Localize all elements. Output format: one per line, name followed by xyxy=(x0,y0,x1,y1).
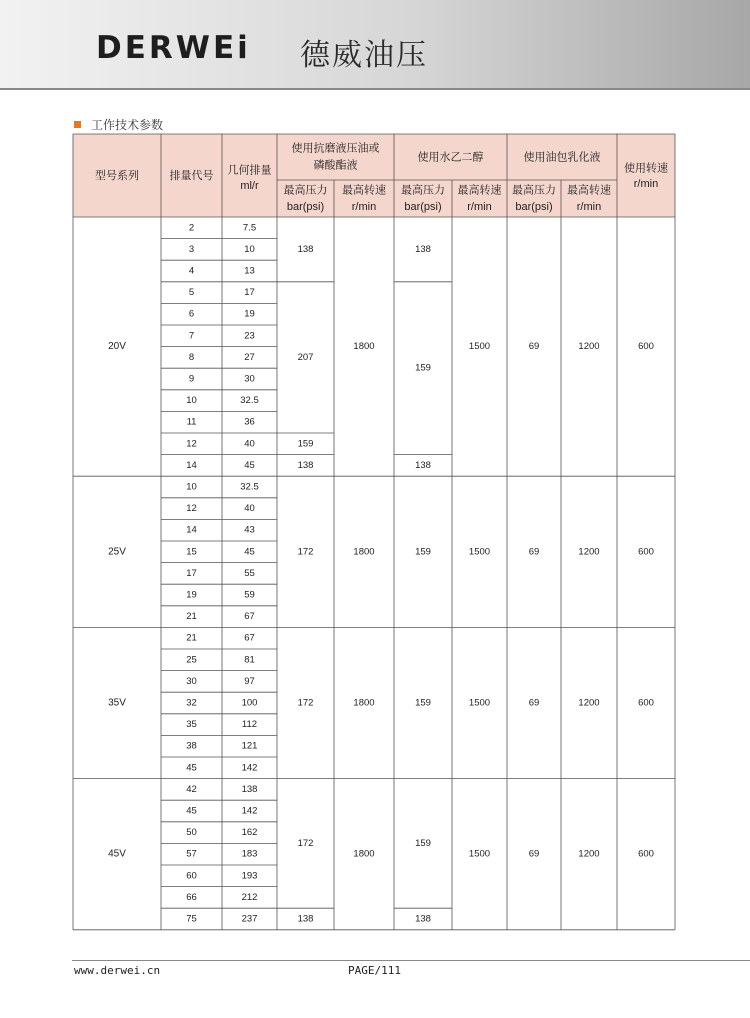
displacement-value-cell: 142 xyxy=(241,762,258,774)
header-operating-speed-unit: r/min xyxy=(633,178,659,190)
displacement-code-cell: 30 xyxy=(186,675,197,687)
header-speed-unit: r/min xyxy=(576,201,602,213)
max-speed-cell: 1200 xyxy=(578,341,600,353)
header-group-antiwear: 使用抗磨液压油或 xyxy=(291,141,380,155)
displacement-value-cell: 45 xyxy=(244,459,255,471)
max-pressure-cell: 159 xyxy=(415,697,431,709)
max-speed-cell: 1200 xyxy=(578,697,600,709)
displacement-code-cell: 5 xyxy=(188,287,195,299)
max-pressure-cell: 172 xyxy=(297,837,314,849)
series-name: 20V xyxy=(108,341,126,353)
displacement-value-cell: 67 xyxy=(244,632,255,644)
displacement-code-cell: 14 xyxy=(186,459,197,471)
displacement-value-cell: 121 xyxy=(241,740,258,752)
displacement-code-cell: 14 xyxy=(186,524,197,536)
header-model-series: 型号系列 xyxy=(95,169,139,182)
brand-chinese-name: 德威油压 xyxy=(300,38,428,73)
displacement-code-cell: 66 xyxy=(186,891,197,903)
header-pressure-unit: bar(psi) xyxy=(404,201,442,213)
footer-page-number: PAGE/111 xyxy=(348,964,401,977)
max-pressure-cell: 172 xyxy=(297,697,314,709)
max-pressure-cell: 159 xyxy=(415,546,431,558)
displacement-value-cell: 59 xyxy=(244,589,255,601)
max-speed-cell: 1800 xyxy=(353,697,375,709)
header-pressure-unit: bar(psi) xyxy=(286,201,325,213)
series-name: 25V xyxy=(108,546,126,558)
header-max-pressure: 最高压力 xyxy=(283,183,328,197)
header-speed-unit: r/min xyxy=(467,201,492,213)
max-pressure-cell: 138 xyxy=(297,243,314,255)
max-pressure-cell: 69 xyxy=(528,848,540,860)
displacement-value-cell: 55 xyxy=(244,567,255,579)
displacement-code-cell: 3 xyxy=(188,243,195,255)
displacement-code-cell: 38 xyxy=(186,740,197,752)
max-speed-cell: 1800 xyxy=(353,546,375,558)
displacement-code-cell: 45 xyxy=(186,762,197,774)
displacement-value-cell: 32.5 xyxy=(240,395,259,407)
displacement-code-cell: 9 xyxy=(188,373,195,385)
series-name: 45V xyxy=(108,848,126,860)
displacement-code-cell: 75 xyxy=(186,913,197,925)
displacement-value-cell: 30 xyxy=(244,373,255,385)
displacement-value-cell: 142 xyxy=(241,805,258,817)
max-speed-cell: 1200 xyxy=(578,546,600,558)
max-pressure-cell: 138 xyxy=(415,243,431,255)
displacement-code-cell: 11 xyxy=(186,416,197,428)
displacement-code-cell: 10 xyxy=(186,481,197,493)
displacement-code-cell: 21 xyxy=(186,611,197,623)
displacement-code-cell: 42 xyxy=(186,783,197,795)
operating-speed-cell: 600 xyxy=(638,848,654,860)
max-pressure-cell: 69 xyxy=(528,341,540,353)
displacement-value-cell: 10 xyxy=(244,243,255,255)
displacement-value-cell: 67 xyxy=(244,611,255,623)
displacement-value-cell: 27 xyxy=(244,351,255,363)
displacement-value-cell: 193 xyxy=(241,870,258,882)
series-name: 35V xyxy=(108,697,126,709)
displacement-value-cell: 237 xyxy=(241,913,258,925)
max-pressure-cell: 69 xyxy=(528,546,540,558)
displacement-value-cell: 40 xyxy=(244,438,255,450)
max-pressure-cell: 159 xyxy=(297,438,314,450)
footer-divider xyxy=(72,960,750,961)
max-speed-cell: 1800 xyxy=(353,341,375,353)
max-speed-cell: 1200 xyxy=(578,848,600,860)
displacement-code-cell: 10 xyxy=(186,395,197,407)
header-max-pressure: 最高压力 xyxy=(512,183,556,197)
displacement-code-cell: 4 xyxy=(188,265,195,277)
header-group-water-glycol: 使用水乙二醇 xyxy=(417,150,484,164)
header-speed-unit: r/min xyxy=(351,201,377,213)
displacement-value-cell: 32.5 xyxy=(240,481,259,493)
max-speed-cell: 1500 xyxy=(468,848,491,860)
displacement-value-cell: 43 xyxy=(244,524,255,536)
displacement-value-cell: 13 xyxy=(244,265,255,277)
displacement-code-cell: 12 xyxy=(186,503,197,515)
max-pressure-cell: 159 xyxy=(415,837,431,849)
max-pressure-cell: 138 xyxy=(415,913,431,925)
displacement-code-cell: 6 xyxy=(188,308,195,320)
displacement-code-cell: 19 xyxy=(186,589,197,601)
section-title: 工作技术参数 xyxy=(91,118,164,132)
displacement-code-cell: 8 xyxy=(188,351,195,363)
displacement-value-cell: 97 xyxy=(244,675,255,687)
displacement-code-cell: 25 xyxy=(186,654,197,666)
displacement-code-cell: 35 xyxy=(186,719,197,731)
displacement-code-cell: 15 xyxy=(186,546,197,558)
max-pressure-cell: 138 xyxy=(297,913,314,925)
header-displacement-code: 排量代号 xyxy=(169,169,214,182)
header-displacement-unit: ml/r xyxy=(240,180,259,192)
displacement-value-cell: 162 xyxy=(241,827,258,839)
displacement-code-cell: 57 xyxy=(186,848,197,860)
displacement-value-cell: 81 xyxy=(244,654,255,666)
operating-speed-cell: 600 xyxy=(638,546,654,558)
displacement-code-cell: 17 xyxy=(186,567,197,579)
header-operating-speed: 使用转速 xyxy=(624,161,668,175)
displacement-value-cell: 17 xyxy=(244,287,255,299)
max-pressure-cell: 138 xyxy=(297,459,314,471)
displacement-value-cell: 212 xyxy=(241,891,258,903)
header-group-antiwear-line2: 磷酸酯液 xyxy=(313,158,358,172)
displacement-value-cell: 36 xyxy=(244,416,255,428)
displacement-value-cell: 112 xyxy=(241,719,258,731)
header-max-pressure: 最高压力 xyxy=(401,183,445,197)
brand-logo: DERWEi xyxy=(96,30,251,66)
displacement-code-cell: 32 xyxy=(186,697,197,709)
max-speed-cell: 1500 xyxy=(468,697,491,709)
displacement-value-cell: 19 xyxy=(244,308,255,320)
max-speed-cell: 1500 xyxy=(468,341,491,353)
displacement-value-cell: 40 xyxy=(244,503,255,515)
displacement-code-cell: 12 xyxy=(186,438,197,450)
header-displacement: 几何排量 xyxy=(227,163,272,177)
header-group-emulsion: 使用油包乳化液 xyxy=(523,150,601,164)
displacement-code-cell: 2 xyxy=(188,222,195,234)
displacement-code-cell: 60 xyxy=(186,870,197,882)
header-pressure-unit: bar(psi) xyxy=(515,201,553,213)
max-pressure-cell: 207 xyxy=(297,351,314,363)
displacement-value-cell: 45 xyxy=(244,546,255,558)
displacement-value-cell: 23 xyxy=(244,330,255,342)
max-speed-cell: 1500 xyxy=(468,546,491,558)
max-pressure-cell: 172 xyxy=(297,546,314,558)
max-pressure-cell: 159 xyxy=(415,362,431,374)
header-max-speed: 最高转速 xyxy=(567,183,611,197)
displacement-code-cell: 45 xyxy=(186,805,197,817)
displacement-code-cell: 21 xyxy=(186,632,197,644)
displacement-code-cell: 7 xyxy=(188,330,195,342)
footer-url: www.derwei.cn xyxy=(74,964,161,977)
displacement-value-cell: 183 xyxy=(241,848,258,860)
max-pressure-cell: 69 xyxy=(528,697,540,709)
displacement-value-cell: 100 xyxy=(241,697,258,709)
displacement-value-cell: 7.5 xyxy=(242,222,257,234)
displacement-value-cell: 138 xyxy=(241,783,258,795)
displacement-code-cell: 50 xyxy=(186,827,197,839)
max-pressure-cell: 138 xyxy=(415,459,431,471)
header-max-speed: 最高转速 xyxy=(457,183,502,197)
operating-speed-cell: 600 xyxy=(638,697,654,709)
header-max-speed: 最高转速 xyxy=(342,183,386,197)
operating-speed-cell: 600 xyxy=(638,341,654,353)
max-speed-cell: 1800 xyxy=(353,848,375,860)
